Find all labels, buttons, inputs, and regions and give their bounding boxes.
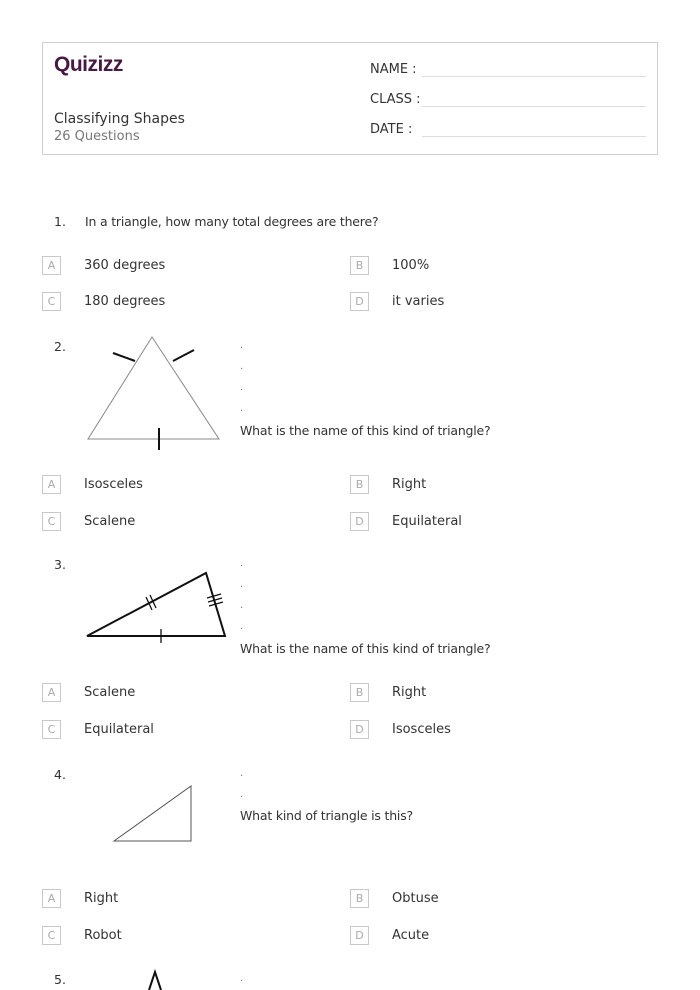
option-letter-box: A <box>42 475 61 494</box>
option-text: Isosceles <box>84 477 143 492</box>
quizizz-logo: Quizizz <box>54 53 123 76</box>
spacer-dot: . <box>240 403 244 414</box>
option-letter-box: B <box>350 683 369 702</box>
option-text: Scalene <box>84 685 136 700</box>
option-text: 360 degrees <box>84 258 166 273</box>
option-text: Right <box>392 477 427 492</box>
option-letter-box: C <box>42 292 61 311</box>
name-label: NAME : <box>370 62 417 77</box>
option-letter-box: D <box>350 512 369 531</box>
option-letter-box: A <box>42 256 61 275</box>
option-text: Equilateral <box>84 722 154 737</box>
option-text: it varies <box>392 294 445 309</box>
question-number: 1. <box>54 214 66 229</box>
option-letter-box: D <box>350 720 369 739</box>
spacer-dot: . <box>240 579 244 590</box>
question-text: What is the name of this kind of triangle? <box>240 423 491 438</box>
spacer-dot: . <box>240 973 244 984</box>
option-text: Equilateral <box>392 514 462 529</box>
option-text: Acute <box>392 928 430 943</box>
option-letter-box: C <box>42 512 61 531</box>
option-letter-box: B <box>350 475 369 494</box>
spacer-dot: . <box>240 789 244 800</box>
question-number: 3. <box>54 557 66 572</box>
spacer-dot: . <box>240 558 244 569</box>
option-text: Isosceles <box>392 722 451 737</box>
option-text: Right <box>392 685 427 700</box>
option-letter-box: D <box>350 926 369 945</box>
option-letter-box: A <box>42 683 61 702</box>
question-text: In a triangle, how many total degrees are there? <box>85 214 379 229</box>
option-text: Obtuse <box>392 891 439 906</box>
spacer-dot: . <box>240 621 244 632</box>
option-letter-box: B <box>350 889 369 908</box>
question-number: 4. <box>54 767 66 782</box>
spacer-dot: . <box>240 382 244 393</box>
class-label: CLASS : <box>370 92 421 107</box>
question-count: 26 Questions <box>54 129 140 144</box>
question-text: What kind of triangle is this? <box>240 808 413 823</box>
worksheet-title: Classifying Shapes <box>54 111 185 127</box>
option-letter-box: C <box>42 926 61 945</box>
option-text: Right <box>84 891 119 906</box>
option-letter-box: C <box>42 720 61 739</box>
option-letter-box: A <box>42 889 61 908</box>
spacer-dot: . <box>240 600 244 611</box>
option-text: 100% <box>392 258 430 273</box>
option-text: Scalene <box>84 514 136 529</box>
spacer-dot: . <box>240 768 244 779</box>
option-letter-box: B <box>350 256 369 275</box>
date-label: DATE : <box>370 122 413 137</box>
question-number: 5. <box>54 972 66 987</box>
question-text: What is the name of this kind of triangle? <box>240 641 491 656</box>
option-text: 180 degrees <box>84 294 166 309</box>
spacer-dot: . <box>240 361 244 372</box>
spacer-dot: . <box>240 340 244 351</box>
option-text: Robot <box>84 928 122 943</box>
question-number: 2. <box>54 339 66 354</box>
option-letter-box: D <box>350 292 369 311</box>
